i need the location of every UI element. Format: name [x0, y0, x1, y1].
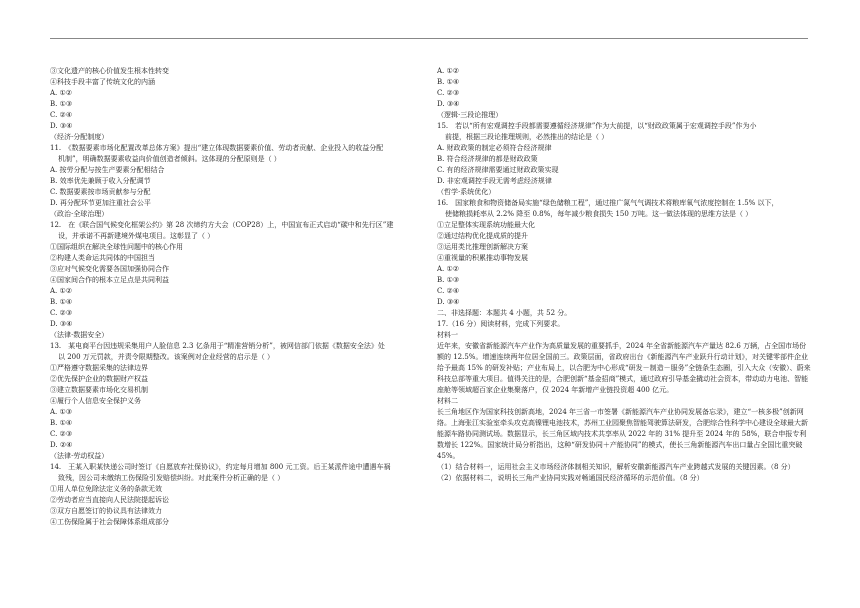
answer-choice: C. 有的经济规律需要通过财政政策实现 [437, 166, 559, 174]
question-stem: 13. 某电商平台因违规采集用户人脸信息 2.3 亿条用于“精准营销分析”，被网信部门依据《数据安全法》处 [50, 342, 385, 350]
answer-choice: A. ①② [437, 265, 460, 273]
right-column [437, 66, 812, 484]
question-stem: 11. 《数据要素市场化配置改革总体方案》提出“建立体现数据要素价值、劳动者贡献、企业投入的收益分配 [50, 144, 384, 152]
topic-tag: （哲学·系统优化） [437, 188, 496, 196]
statement-option: ②通过结构优化提成质的提升 [437, 232, 528, 240]
answer-choice: C. ②③ [50, 309, 73, 317]
statement-option: ③双方自愿签订的协议具有法律效力 [50, 507, 162, 515]
question-stem-continued: 机制”，明确数据要素收益向价值创造者倾斜。这体现的分配原则是（ ） [58, 155, 281, 163]
statement-option: ②劳动者应当直接向人民法院提起诉讼 [50, 496, 169, 504]
statement-option: ④履行个人信息安全保护义务 [50, 397, 141, 405]
statement-option: ④工伤保险属于社会保障体系组成部分 [50, 518, 169, 526]
statement-option: ①用人单位免除法定义务的条款无效 [50, 485, 162, 493]
answer-choice: B. ①③ [50, 100, 73, 108]
answer-choice: C. ②④ [437, 287, 460, 295]
answer-choice: C. ②④ [50, 111, 73, 119]
answer-choice: A. 财政政策的制定必须符合经济规律 [437, 144, 552, 152]
statement-option: ①严格遵守数据采集的法律边界 [50, 364, 148, 372]
question-stem-continued: 以 200 万元罚款，并责令限期整改。该案例对企业经营的启示是（ ） [58, 353, 275, 361]
section-heading: 材料二 [437, 397, 458, 405]
answer-choice: D. ②④ [50, 441, 73, 449]
answer-choice: B. ①④ [437, 78, 460, 86]
answer-choice: A. 按劳分配与按生产要素分配相结合 [50, 166, 165, 174]
statement-option: ④科技手段丰富了传统文化的内涵 [50, 78, 155, 86]
topic-tag: （政治·全球治理） [50, 210, 109, 218]
section-heading: 二、非选择题：本题共 4 小题，共 52 分。 [437, 309, 572, 317]
question-stem: 12. 在《联合国气候变化框架公约》第 28 次缔约方大会（COP28）上，中国宣布正式启动“碳中和先行区”建 [50, 221, 394, 229]
answer-choice: B. 效率优先兼顾于收入分配调节 [50, 177, 151, 185]
statement-option: ①国际组织在解决全球性问题中的核心作用 [50, 243, 183, 251]
material-paragraph: 近年来，安徽省新能源汽车产业作为高质量发展的重要抓手，2024 年全省新能源汽车产量达 82.6 万辆，占全国市场份额的 12.5%。增速连续两年位居全国前三。政策层面，省政府出台《新能源汽车产业跃升行动计划》，对关键零部件企业给予最高 15% 的研发补贴；产业布局上，以合肥为中心形成“研发－制造－服务”全链条生态圈，引入大众（安徽）、蔚来科技总部等重大项目。值得关注的是，合肥创新“基金招商”模式，通过政府引导基金撬动社会资本，带动动力电池、智能座舱等领域超百家企业集聚落户，仅 2024 年新增产业链投资超 400 亿元。 [437, 342, 811, 394]
answer-choice: D. ③④ [50, 320, 73, 328]
answer-choice: B. ①④ [50, 298, 73, 306]
statement-option: ②优先保护企业的数据财产权益 [50, 375, 148, 383]
answer-choice: D. 再分配环节更加注重社会公平 [50, 199, 151, 207]
answer-choice: A. ①② [50, 89, 73, 97]
statement-option: ③文化遗产的核心价值发生根本性转变 [50, 67, 169, 75]
question-stem-continued: 设，并承诺不再新建境外煤电项目。这彰显了（ ） [58, 232, 215, 240]
header-rule [50, 38, 808, 39]
question-stem: 15. 若以“所有宏观调控手段都需要遵循经济规律”作为大前提，以“财政政策属于宏观调控手段”作为小 [437, 122, 757, 130]
topic-tag: （逻辑·三段论推理） [437, 111, 503, 119]
topic-tag: （法律·劳动权益） [50, 452, 109, 460]
material-paragraph: （2）依据材料二，说明长三角产业协同实践对畅通国民经济循环的示范价值。（8 分） [437, 474, 704, 482]
topic-tag: （经济·分配制度） [50, 133, 109, 141]
answer-choice: B. ①③ [437, 276, 460, 284]
answer-choice: C. 数据要素按市场贡献参与分配 [50, 188, 151, 196]
statement-option: ④重视量的积累推动事物发展 [437, 254, 528, 262]
left-column [50, 66, 422, 528]
statement-option: ③运用类比推理创新解决方案 [437, 243, 528, 251]
question-stem: 16. 国家粮食和物资储备局实施“绿色储粮工程”，通过推广氮气气调技术将粮库氧气浓度控制在 1.5% 以下， [437, 199, 779, 207]
statement-option: ③应对气候变化需要各国加强协同合作 [50, 265, 169, 273]
answer-choice: C. ②③ [437, 89, 460, 97]
topic-tag: （法律·数据安全） [50, 331, 109, 339]
answer-choice: A. ①③ [50, 408, 73, 416]
answer-choice: B. ①④ [50, 419, 73, 427]
question-stem-continued: 前提，根据三段论推理规则，必然推出的结论是（ ） [445, 133, 609, 141]
answer-choice: A. ①② [50, 287, 73, 295]
section-heading: 材料一 [437, 331, 458, 339]
section-heading: 17.（16 分）阅读材料，完成下列要求。 [437, 320, 565, 328]
statement-option: ④国家间合作的根本立足点是共同利益 [50, 276, 169, 284]
statement-option: ①立足整体实现系统功能最大化 [437, 221, 535, 229]
question-stem: 14. 王某入职某快递公司时签订《自愿放弃社保协议》，约定每月增加 800 元工资。后王某派件途中遭遇车祸 [50, 463, 391, 471]
material-paragraph: （1）结合材料一，运用社会主义市场经济体制相关知识，解析安徽新能源汽车产业跨越式发展的关键因素。（8 分） [437, 463, 795, 471]
statement-option: ②构建人类命运共同体的中国担当 [50, 254, 155, 262]
answer-choice: D. ③④ [437, 298, 460, 306]
question-stem-continued: 使储粮损耗率从 2.2% 降至 0.8%，每年减少粮食损失 150 万吨。这一做法体现的思维方法是（ ） [445, 210, 753, 218]
answer-choice: B. 符合经济规律的都是财政政策 [437, 155, 538, 163]
statement-option: ③建立数据要素市场化交易机制 [50, 386, 148, 394]
question-stem-continued: 致残，因公司未缴纳工伤保险引发赔偿纠纷。对此案件分析正确的是（ ） [58, 474, 285, 482]
answer-choice: A. ①② [437, 67, 460, 75]
answer-choice: D. 非宏观调控手段无需考虑经济规律 [437, 177, 552, 185]
answer-choice: D. ③④ [50, 122, 73, 130]
material-paragraph: 长三角地区作为国家科技创新高地，2024 年三省一市签署《新能源汽车产业协同发展备忘录》，建立“一核多极”创新网络。上海张江实验室牵头攻克高镍锂电池技术，苏州工业园聚焦智能驾驶算法研发，合肥综合性科学中心建设全球最大新能源车路协同测试场。数据显示，长三角区域内技术共享率从 2022 年的 31% 提升至 2024 年的 58%，联合申报专利数增长 122%。国家统计局分析指出，这种“研发协同＋产能协同”的模式，使长三角新能源汽车出口量占全国比重突破 45%。 [437, 408, 808, 460]
answer-choice: C. ②③ [50, 430, 73, 438]
answer-choice: D. ③④ [437, 100, 460, 108]
